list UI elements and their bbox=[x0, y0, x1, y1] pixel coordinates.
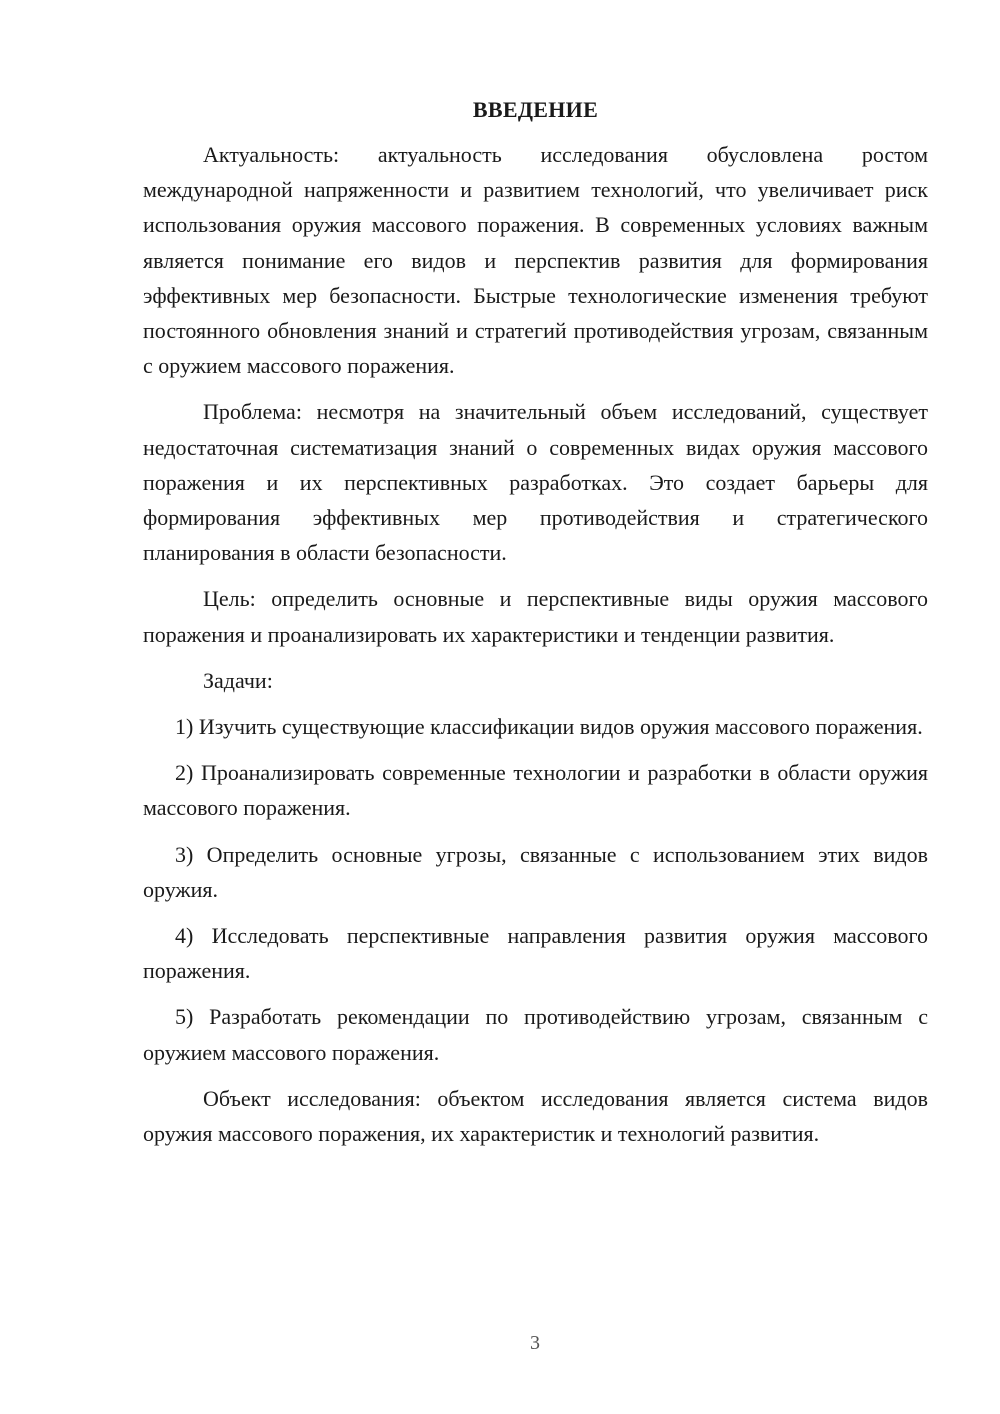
task-item-5: 5) Разработать рекомендации по противодействию угрозам, связанным с оружием массового поражения. bbox=[143, 1004, 928, 1065]
problem-paragraph: Проблема: несмотря на значительный объем исследований, существует недостаточная систематизация знаний о современных видах оружия массового поражения и их перспективных разработках. Это создает барьеры для формирования эффективных мер противодействия и стратегического планирования в области безопасности. bbox=[143, 399, 928, 566]
task-item-1: 1) Изучить существующие классификации видов оружия массового поражения. bbox=[175, 714, 923, 740]
document-page bbox=[143, 92, 928, 1151]
tasks-heading: Задачи: bbox=[203, 667, 273, 693]
goal-paragraph: Цель: определить основные и перспективные виды оружия массового поражения и проанализировать их характеристики и тенденции развития. bbox=[143, 586, 928, 647]
page-number: 3 bbox=[530, 1332, 540, 1354]
task-item-2: 2) Проанализировать современные технологии и разработки в области оружия массового поражения. bbox=[143, 760, 928, 821]
object-paragraph: Объект исследования: объектом исследования является система видов оружия массового поражения, их характеристик и технологий развития. bbox=[143, 1085, 928, 1147]
task-item-3: 3) Определить основные угрозы, связанные с использованием этих видов оружия. bbox=[143, 841, 928, 902]
section-title: ВВЕДЕНИЕ bbox=[472, 97, 599, 122]
relevance-paragraph: Актуальность: актуальность исследования обусловлена ростом международной напряженности и развитием технологий, что увеличивает риск использования оружия массового поражения. В современных условиях важным является понимание его видов и перспектив развития для формирования эффективных мер безопасности. Быстрые технологические изменения требуют постоянного обновления знаний и стратегий противодействия угрозам, связанным с оружием массового поражения. bbox=[143, 142, 928, 379]
task-item-4: 4) Исследовать перспективные направления развития оружия массового поражения. bbox=[143, 923, 928, 984]
